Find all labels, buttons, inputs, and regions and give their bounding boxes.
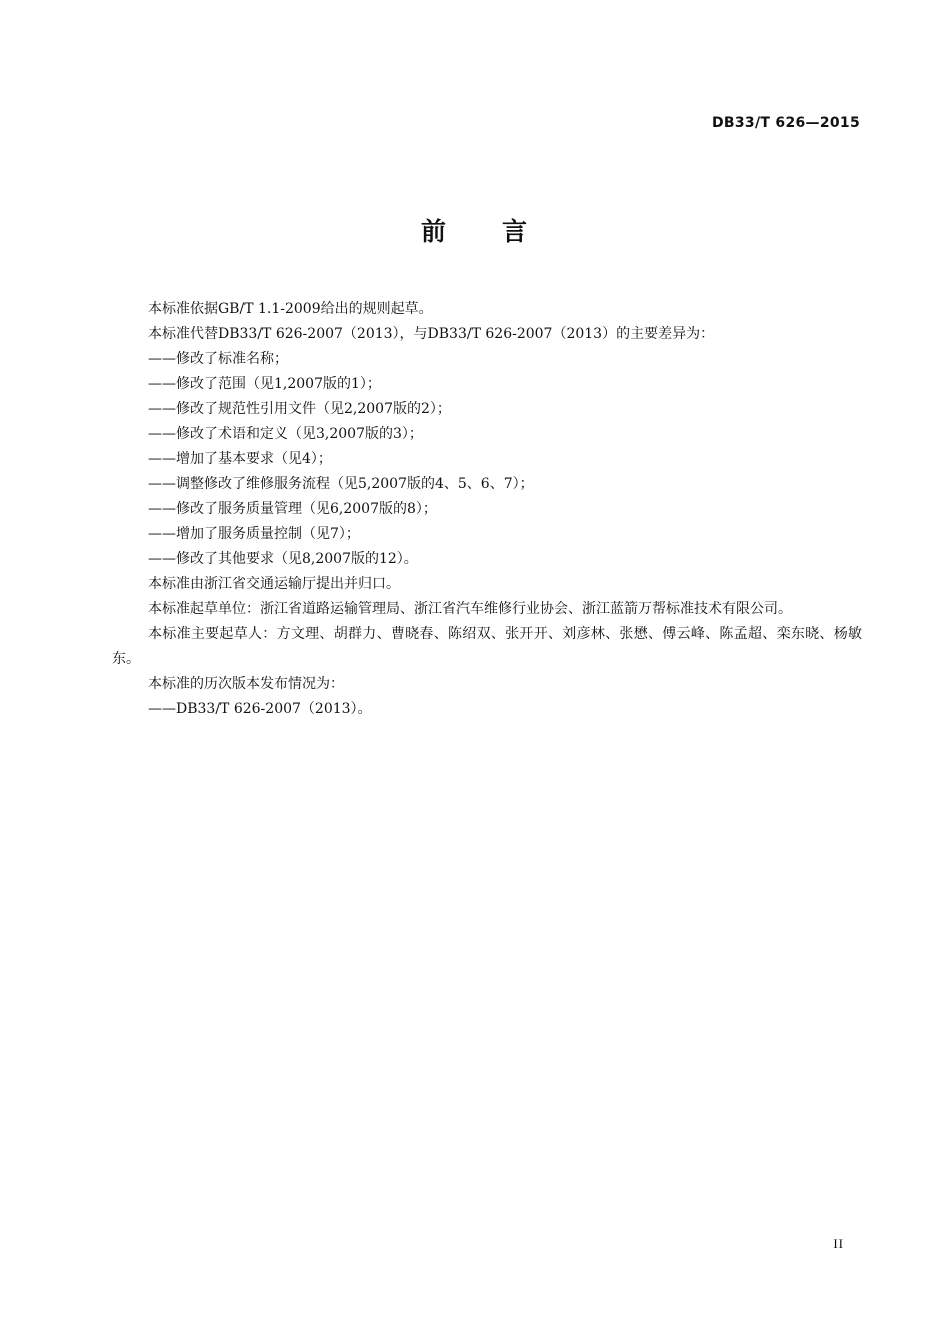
title-part-1: 前: [420, 217, 448, 246]
page-title: [0, 212, 950, 248]
foreword-body: [112, 297, 862, 722]
change-item: ——增加了服务质量控制（见7）；: [148, 526, 360, 542]
change-item: ——修改了术语和定义（见3,2007版的3）；: [148, 426, 423, 442]
paragraph-proposer: 本标准由浙江省交通运输厅提出并归口。: [148, 576, 400, 592]
change-item: ——修改了规范性引用文件（见2,2007版的2）；: [148, 401, 451, 417]
change-item: ——修改了其他要求（见8,2007版的12）。: [148, 551, 418, 567]
change-item: ——修改了标准名称；: [148, 351, 288, 367]
change-item: ——增加了基本要求（见4）；: [148, 451, 332, 467]
paragraph-replacement: 本标准代替DB33/T 626-2007（2013），与DB33/T 626-2007（2013）的主要差异为：: [148, 326, 715, 342]
page-number: II: [833, 1236, 844, 1251]
change-item: ——修改了范围（见1,2007版的1）；: [148, 376, 381, 392]
title-part-2: 言: [502, 217, 530, 246]
change-item: ——调整修改了维修服务流程（见5,2007版的4、5、6、7）；: [148, 476, 534, 492]
document-code: DB33/T 626—2015: [712, 115, 860, 131]
history-item: ——DB33/T 626-2007（2013）。: [148, 701, 372, 717]
paragraph-drafting-units: 本标准起草单位：浙江省道路运输管理局、浙江省汽车维修行业协会、浙江蓝箭万帮标准技术有限公司。: [148, 601, 792, 617]
paragraph-history-intro: 本标准的历次版本发布情况为：: [148, 676, 344, 692]
paragraph-drafting-rule: 本标准依据GB/T 1.1-2009给出的规则起草。: [148, 301, 433, 317]
change-item: ——修改了服务质量管理（见6,2007版的8）；: [148, 501, 437, 517]
paragraph-drafters: 本标准主要起草人：方文理、胡群力、曹晓春、陈绍双、张开开、刘彦林、张懋、傅云峰、陈孟超、栾东晓、杨敏东。: [112, 626, 862, 667]
